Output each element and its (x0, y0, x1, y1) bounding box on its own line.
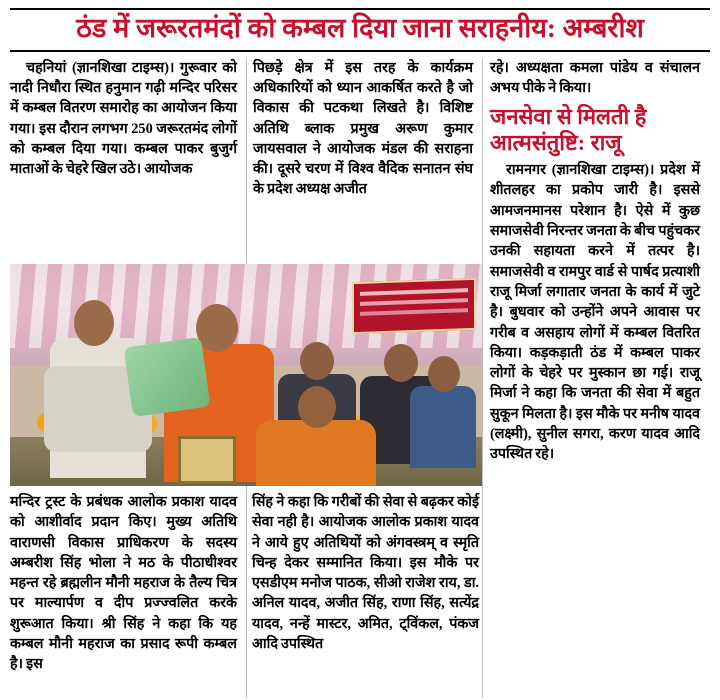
column-3 (482, 58, 700, 698)
col1-paragraph-1: चहनियां (ज्ञानशिखा टाइम्स)। गुरूवार को नादी निधौरा स्थित हनुमान गढ़ी मन्दिर परिसर में कम्बल वितरण समारोह का आयोजन किया गया। इस दौरान लगभग 250 जरूरतमंद लोगों को कम्बल दिया गया। कम्बल पाकर बुजुर्ग माताओं के चेहरे खिल उठे। आयोजक (10, 59, 237, 178)
col3-paragraph-top: रहे। अध्यक्षता कमला पांडेय व संचालन अभय पीके ने किया। (490, 59, 700, 96)
col3-paragraph-1: रामनगर (ज्ञानशिखा टाइम्स)। प्रदेश में शीतलहर का प्रकोप जारी है। इससे आमजनमानस परेशान है। ऐसे में कुछ समाजसेवी निरन्तर जनता के बीच पहुंचकर उनकी सहायता करने में तत्पर है। समाजसेवी व रामपुर वार्ड से पार्षद प्रत्याशी राजू मिर्जा लगातार जनता के कार्य में जुटे है। बुधवार को उन्होंने अपने आवास पर गरीब व असहाय लोगों में कम्बल वितरित किया। कड़कड़ाती ठंड में कम्बल पाकर लोगों के चेहरे पर मुस्कान छा गई। राजू मिर्जा ने कहा कि जनता की सेवा में बहुत सुकून मिलता है। इस मौके पर मनीष यादव (लक्ष्मी), सुनील सगरा, करण यादव आदि उपस्थित रहे। (490, 162, 700, 463)
photo-person-foreground (256, 390, 376, 486)
col2-paragraph-2: सिंह ने कहा कि गरीबों की सेवा से बढ़कर कोई सेवा नही है। आयोजक आलोक प्रकाश यादव ने आये हुए अतिथियों को अंगवस्त्रम् व स्मृति चिन्ह देकर सम्मानित किया। इस मौके पर एसडीएम मनोज पाठक, सीओ राजेश राय, डा. अनिल यादव, अजीत सिंह, राणा सिंह, सत्येंद्र यादव, नन्हें मास्टर, अमित, ट्विंकल, पंकज आदि उपस्थित (252, 494, 479, 653)
secondary-headline: जनसेवा से मिलती है आत्मसंतुष्टि: राजू (490, 104, 647, 156)
column-1-lower (10, 492, 237, 679)
photo-stage-banner (352, 278, 476, 334)
article-photo (10, 264, 482, 486)
photo-portrait-frame (178, 436, 236, 484)
headline-container (10, 8, 710, 52)
col1-paragraph-2: मन्दिर ट्रस्ट के प्रबंधक आलोक प्रकाश यादव को आशीर्वाद प्रदान किए। मुख्य अतिथि वाराणसी विकास प्राधिकरण के सदस्य अम्बरीश सिंह भोला ने मठ के पीठाधीश्वर महन्त रहे ब्रह्मलीन मौनी महराज के तैल्य चित्र पर माल्यार्पण व दीप प्रज्ज्वलित करके शुरूआत किया। श्री सिंह ने कहा कि यह कम्बल मौनी महराज का प्रसाद रूपी कम्बल है। इस (10, 494, 237, 673)
col2-paragraph-1: पिछड़े क्षेत्र में इस तरह के कार्यक्रम अधिकारियों को ध्यान आकर्षित करते है जो विकास की पटकथा लिखते है। विशिष्ट अतिथि ब्लाक प्रमुख अरूण कुमार जायसवाल ने आयोजक मंडल की सराहना की। दूसरे चरण में विश्व वैदिक सनातन संघ के प्रदेश अध्यक्ष अजीत (253, 59, 473, 198)
photo-blanket (124, 337, 211, 417)
column-2-lower (252, 492, 479, 658)
photo-person-background-3 (410, 350, 476, 468)
page-title: ठंड में जरूरतमंदों को कम्बल दिया जाना सराहनीय: अम्बरीश (76, 13, 644, 43)
